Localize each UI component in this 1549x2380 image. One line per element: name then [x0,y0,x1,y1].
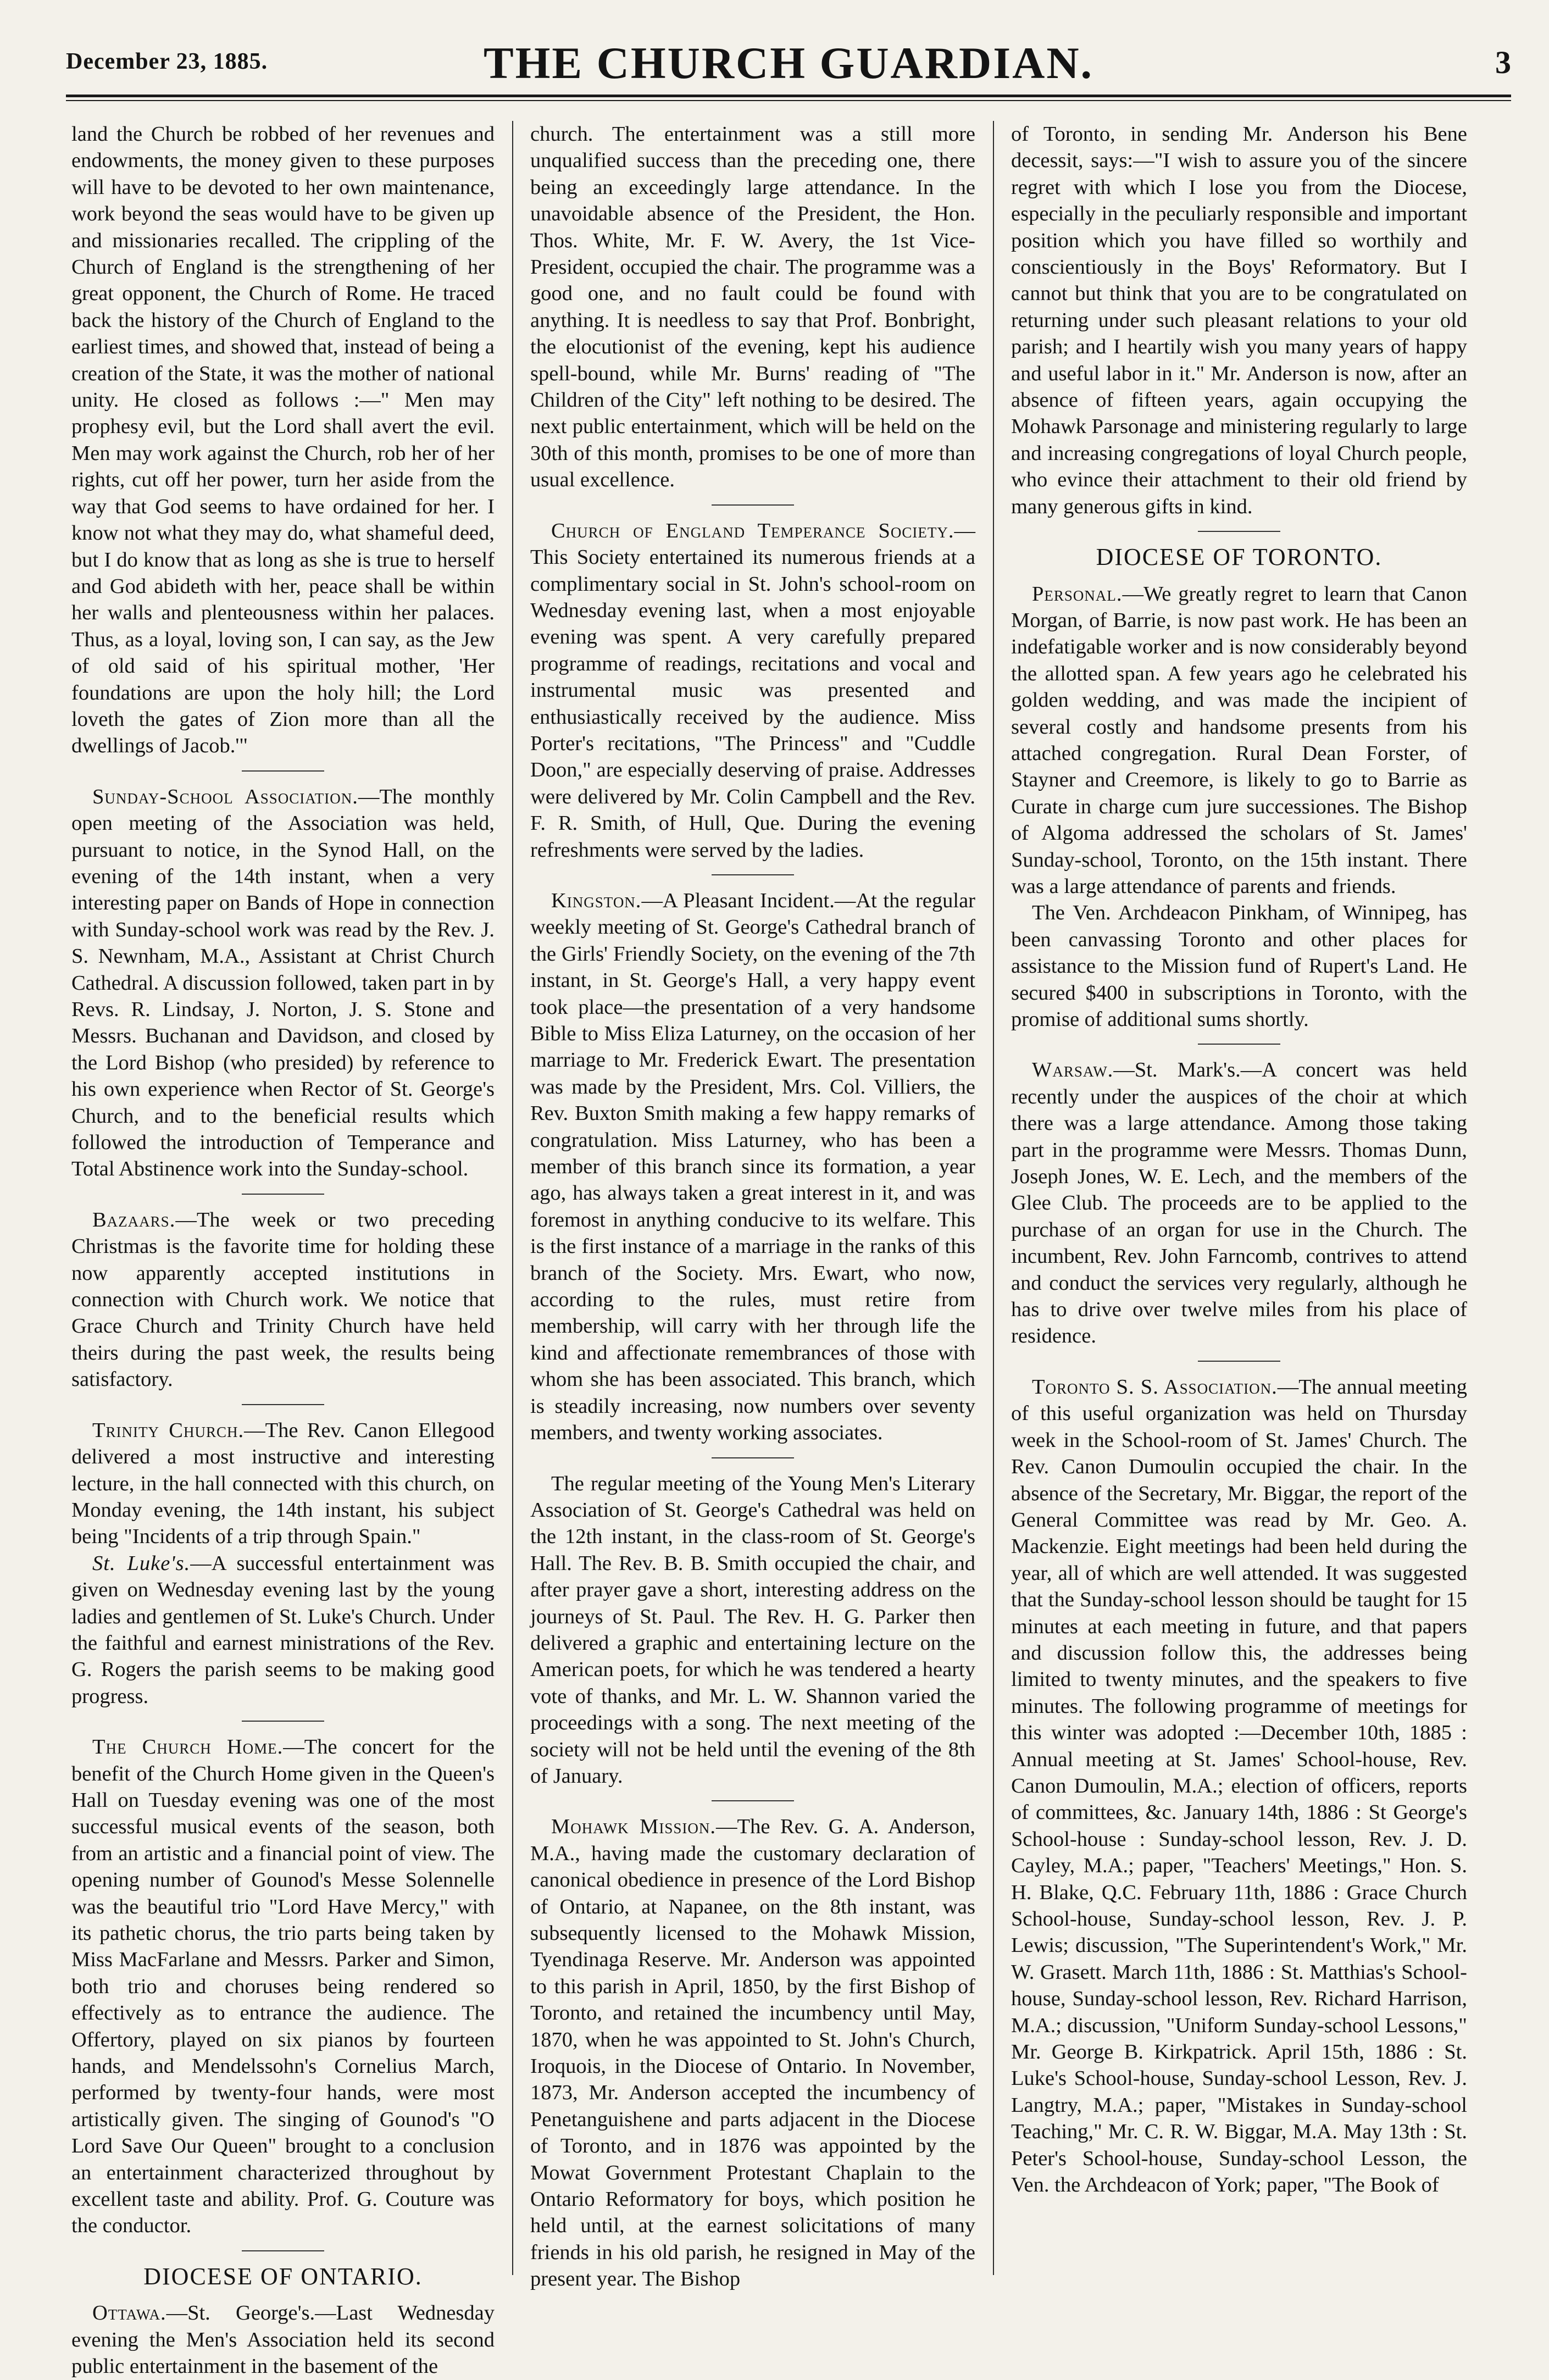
article-text: —The Rev. G. A. Anderson, M.A., having made the customary declaration of canonical obedience in presence of the Lord Bishop of Ontario, at Napanee, on the 8th instant, was subsequently licensed to the Mohawk Mission, Tyendinaga Reserve. Mr. Anderson was appointed to this parish in April, 1850, by the first Bishop of Toronto, and retained the incumbency until May, 1870, when he was appointed to St. John's Church, Iroquois, in the Diocese of Ontario. In November, 1873, Mr. Anderson accepted the incumbency of Penetanguishene and parts adjacent in the Diocese of Toronto, and in 1876 was appointed by the Mowat Government Protestant Chaplain to the Ontario Reformatory for boys, which position he held until, at the earnest solicitations of many friends in his old parish, he resigned in May of the present year. The Bishop [530,1815,975,2291]
article-continued [530,121,975,493]
section-rule [712,1800,794,1801]
section-rule [242,1404,324,1405]
column-divider [512,121,513,2275]
article-text: —St. Mark's.—A concert was held recently under the auspices of the choir at which there was a large attendance. Among those taking part in the programme were Messrs. Thomas Dunn, Joseph Jones, W. E. Lech, and the members of the Glee Club. The proceeds are to be applied to the purchase of an organ for use in the Church. The incumbent, Rev. John Farncomb, contrives to attend and conduct the services very regularly, although he has to drive over twelve miles from his place of residence. [1011,1058,1467,1348]
section-rule [1198,531,1280,532]
article-young-mens [530,1471,975,1790]
article-lead: Toronto S. S. Association. [1032,1375,1278,1399]
article-ottawa [71,2300,495,2379]
article-continued [71,121,495,759]
issue-date: December 23, 1885. [66,49,268,74]
article-church-home [71,1734,495,2239]
article-personal [1011,581,1467,1033]
newspaper-title: THE CHURCH GUARDIAN. [483,38,1094,88]
article-lead: Bazaars. [92,1208,176,1231]
article-text: —The week or two preceding Christmas is the favorite time for holding these now apparently accepted institutions in connection with Church work. We notice that Grace Church and Trinity Church have held theirs during the past week, the results being satisfactory. [71,1208,495,1391]
article-text: —St. George's.—Last Wednesday evening the Men's Association held its second public entertainment in the basement of the [71,2301,495,2378]
article-text: —The concert for the benefit of the Church Home given in the Queen's Hall on Tuesday evening was one of the most successful musical events of the season, both from an artistic and a financial point of view. The opening number of Gounod's Messe Solennelle was the beautiful trio "Lord Have Mercy," with its pathetic chorus, the trio parts being taken by Miss MacFarlane and Messrs. Parker and Simon, both trio and choruses being rendered so effectively as to entrance the audience. The Offertory, played on six pianos by fourteen hands, and Mendelssohn's Cornelius March, performed by twenty-four hands, were most artistically given. The singing of Gounod's "O Lord Save Our Queen" brought to a conclusion an entertainment characterized throughout by excellent taste and ability. Prof. G. Couture was the conductor. [71,1735,495,2238]
article-text: The regular meeting of the Young Men's Literary Association of St. George's Cathedral was held on the 12th instant, in the class-room of St. George's Hall. The Rev. B. B. Smith occupied the chair, and after prayer gave a short, interesting address on the journeys of St. Paul. The Rev. H. G. Parker then delivered a graphic and entertaining lecture on the American poets, for which he was tendered a hearty vote of thanks, and Mr. L. W. Shannon varied the proceedings with a song. The next meeting of the society will not be held until the evening of the 8th of January. [530,1472,975,1788]
section-rule [712,504,794,506]
article-continued [1011,121,1467,520]
article-lead: St. Luke's. [92,1551,191,1575]
column-3 [1011,121,1467,2275]
article-text: land the Church be robbed of her revenues and endowments, the money given to these purposes will have to be devoted to her own maintenance, work beyond the seas would have to be given up and missionaries recalled. The crippling of the Church of England is the strengthening of her great opponent, the Church of Rome. He traced back the history of the Church of England to the earliest times, and showed that, instead of being a creation of the State, it was the mother of national unity. He closed as follows :—" Men may prophesy evil, but the Lord shall avert the evil. Men may work against the Church, rob her of her rights, cut off her power, turn her aside from the way that God seems to have ordained for her. I know not what they may do, what shameful deed, but I do know that as long as she is true to herself and God abideth with her, peace shall be within her walls and plenteousness within her palaces. Thus, as a loyal, loving son, I can say, as the Jew of old said of his spiritual mother, 'Her foundations are upon the holy hill; the Lord loveth the gates of Zion more than all the dwellings of Jacob.'" [71,123,495,758]
column-divider [993,121,994,2275]
article-text: church. The entertainment was a still more unqualified success than the preceding one, there being an exceedingly large attendance. In the unavoidable absence of the President, the Hon. Thos. White, Mr. F. W. Avery, the 1st Vice-President, occupied the chair. The programme was a good one, and no fault could be found with anything. It is needless to say that Prof. Bonbright, the elocutionist of the evening, kept his audience spell-bound, while Mr. Burns' reading of "The Children of the City" left nothing to be desired. The next public entertainment, which will be held on the 30th of this month, promises to be one of more than usual excellence. [530,123,975,492]
section-rule [712,1457,794,1458]
section-rule [242,1194,324,1195]
article-text: —A Pleasant Incident.—At the regular weekly meeting of St. George's Cathedral branch of the Girls' Friendly Society, on the evening of the 7th instant, in St. George's Hall, a very happy event took place—the presentation of a very handsome Bible to Miss Eliza Laturney, on the occasion of her marriage to Mr. Frederick Ewart. The presentation was made by the President, Mrs. Col. Villiers, the Rev. Buxton Smith making a few happy remarks of congratulation. Miss Laturney, who has been a member of this branch since its formation, a year ago, has always taken a great interest in it, and was foremost in anything conducive to its welfare. This is the first instance of a marriage in the ranks of this branch of the Society. Mrs. Ewart, who now, according to the rules, must retire from membership, will carry with her through life the kind and affectionate remembrances of those with whom she has been associated. This branch, which is steadily increasing, now numbers over seventy members, and twenty working associates. [530,889,975,1445]
article-lead: Kingston. [551,889,642,912]
section-rule [242,770,324,772]
article-lead: Sunday-School Association. [92,785,358,808]
section-rule [242,2250,324,2251]
header-rule [66,95,1511,101]
article-toronto-ss [1011,1374,1467,2199]
section-rule [712,874,794,875]
article-lead: Personal. [1032,582,1123,606]
article-lead: Warsaw. [1032,1058,1114,1082]
article-text: —A successful entertainment was given on Wednesday evening last by the young ladies and gentlemen of St. Luke's Church. Under the faithful and earnest ministrations of the Rev. G. Rogers the parish seems to be making good progress. [71,1551,495,1708]
article-text: —This Society entertained its numerous friends at a complimentary social in St. John's school-room on Wednesday evening last, when a most enjoyable evening was spent. A very carefully prepared programme of readings, recitations and vocal and instrumental music was presented and enthusiastically received by the audience. Miss Porter's recitations, "The Princess" and "Cuddle Doon," are especially deserving of praise. Addresses were delivered by Mr. Colin Campbell and the Rev. F. R. Smith, of Hull, Que. During the evening refreshments were served by the ladies. [530,519,975,862]
section-heading: DIOCESE OF ONTARIO. [143,2262,423,2290]
article-trinity [71,1417,495,1710]
article-lead: Trinity Church. [92,1418,245,1442]
article-bazaars [71,1207,495,1393]
article-text: of Toronto, in sending Mr. Anderson his Bene decessit, says:—"I wish to assure you of the sincere regret with which I lose you from the Diocese, especially in the peculiarly responsible and important position which you have filled so worthily and conscientiously in the Boys' Reformatory. But I cannot but think that you are to be congratulated on returning under such pleasant relations to your old parish; and I heartily wish you many years of happy and useful labor in it." Mr. Anderson is now, after an absence of fifteen years, again occupying the Mohawk Parsonage and ministering regularly to large and increasing congregations of loyal Church people, who evince their attachment to their old friend by many generous gifts in kind. [1011,123,1467,518]
column-1 [71,121,495,2378]
article-sunday-school [71,784,495,1183]
article-lead: Ottawa. [92,2301,166,2325]
article-text: —We greatly regret to learn that Canon Morgan, of Barrie, is now past work. He has been an indefatigable worker and is now considerably beyond the allotted span. A few years ago he celebrated his golden wedding, and was made the incipient of several costly and handsome presents from his attached congregation. Rural Dean Forster, of Stayner and Creemore, is likely to go to Barrie as Curate in charge cum jure successiones. The Bishop of Algoma addressed the scholars of St. James' Sunday-school, Toronto, on the 15th instant. There was a large attendance of parents and friends. [1011,582,1467,898]
article-lead: Mohawk Mission. [551,1815,717,1839]
article-text: —The Rev. Canon Ellegood delivered a most instructive and interesting lecture, in the hall connected with this church, on Monday evening, the 14th instant, his subject being "Incidents of a trip through Spain." [71,1418,495,1549]
section-rule [1198,1361,1280,1362]
article-text: —The annual meeting of this useful organization was held on Thursday week in the School-room of St. James' Church. The Rev. Canon Dumoulin occupied the chair. In the absence of the Secretary, Mr. Biggar, the report of the General Committee was read by Mr. Geo. A. Mackenzie. Eight meetings had been held during the year, all of which are well attended. It was suggested that the Sunday-school lesson should be taught for 15 minutes at each meeting in future, and that papers and discussion follow this, the addresses being limited to twenty minutes, and the speakers to five minutes. The following programme of meetings for this winter was adopted :—December 10th, 1885 : Annual meeting at St. James' School-house, Rev. Canon Dumoulin, M.A.; election of officers, reports of committees, &c. January 14th, 1886 : St George's School-house : Sunday-school lesson, Rev. J. D. Cayley, M.A.; paper, "Teachers' Meetings," Hon. S. H. Blake, Q.C. February 11th, 1886 : Grace Church School-house, Sunday-school lesson, Rev. J. P. Lewis; discussion, "The Superintendent's Work," Mr. W. Grasett. March 11th, 1886 : St. Matthias's School-house, Sunday-school lesson, Rev. Richard Harrison, M.A.; discussion, "Uniform Sunday-school Lessons," Mr. George B. Kirkpatrick. April 15th, 1886 : St. Luke's School-house, Sunday-school Lesson, Rev. J. Langtry, M.A.; paper, "Mistakes in Sunday-school Teaching," Mr. C. R. W. Biggar, M.A. May 13th : St. Peter's School-house, Sunday-school Lesson, the Ven. the Archdeacon of York; paper, "The Book of [1011,1375,1468,2197]
column-2 [530,121,975,2291]
article-temperance [530,518,975,863]
article-lead: Church of England Temperance Society. [551,519,954,542]
article-lead: The Church Home. [92,1735,284,1759]
article-text: —The monthly open meeting of the Association was held, pursuant to notice, in the Synod Hall, on the evening of the 14th instant, when a very interesting paper on Bands of Hope in connection with Sunday-school work was read by the Rev. J. S. Newnham, M.A., Assistant at Christ Church Cathedral. A discussion followed, taken part in by Revs. R. Lindsay, J. Norton, J. S. Stone and Messrs. Buchanan and Davidson, and closed by the Lord Bishop (who presided) by reference to his own experience when Rector of St. George's Church, and to the beneficial results which followed the introduction of Temperance and Total Abstinence work into the Sunday-school. [71,785,495,1181]
article-mohawk [530,1813,975,2292]
section-rule [1198,1044,1280,1045]
article-kingston [530,887,975,1446]
article-text: The Ven. Archdeacon Pinkham, of Winnipeg, has been canvassing Toronto and other places for assistance to the Mission fund of Rupert's Land. He secured $400 in subscriptions in Toronto, with the promise of additional sums shortly. [1011,901,1467,1031]
article-warsaw [1011,1057,1467,1349]
section-heading: DIOCESE OF TORONTO. [1096,543,1383,571]
section-rule [242,1721,324,1722]
page-number: 3 [1495,45,1511,80]
masthead [66,22,1511,104]
